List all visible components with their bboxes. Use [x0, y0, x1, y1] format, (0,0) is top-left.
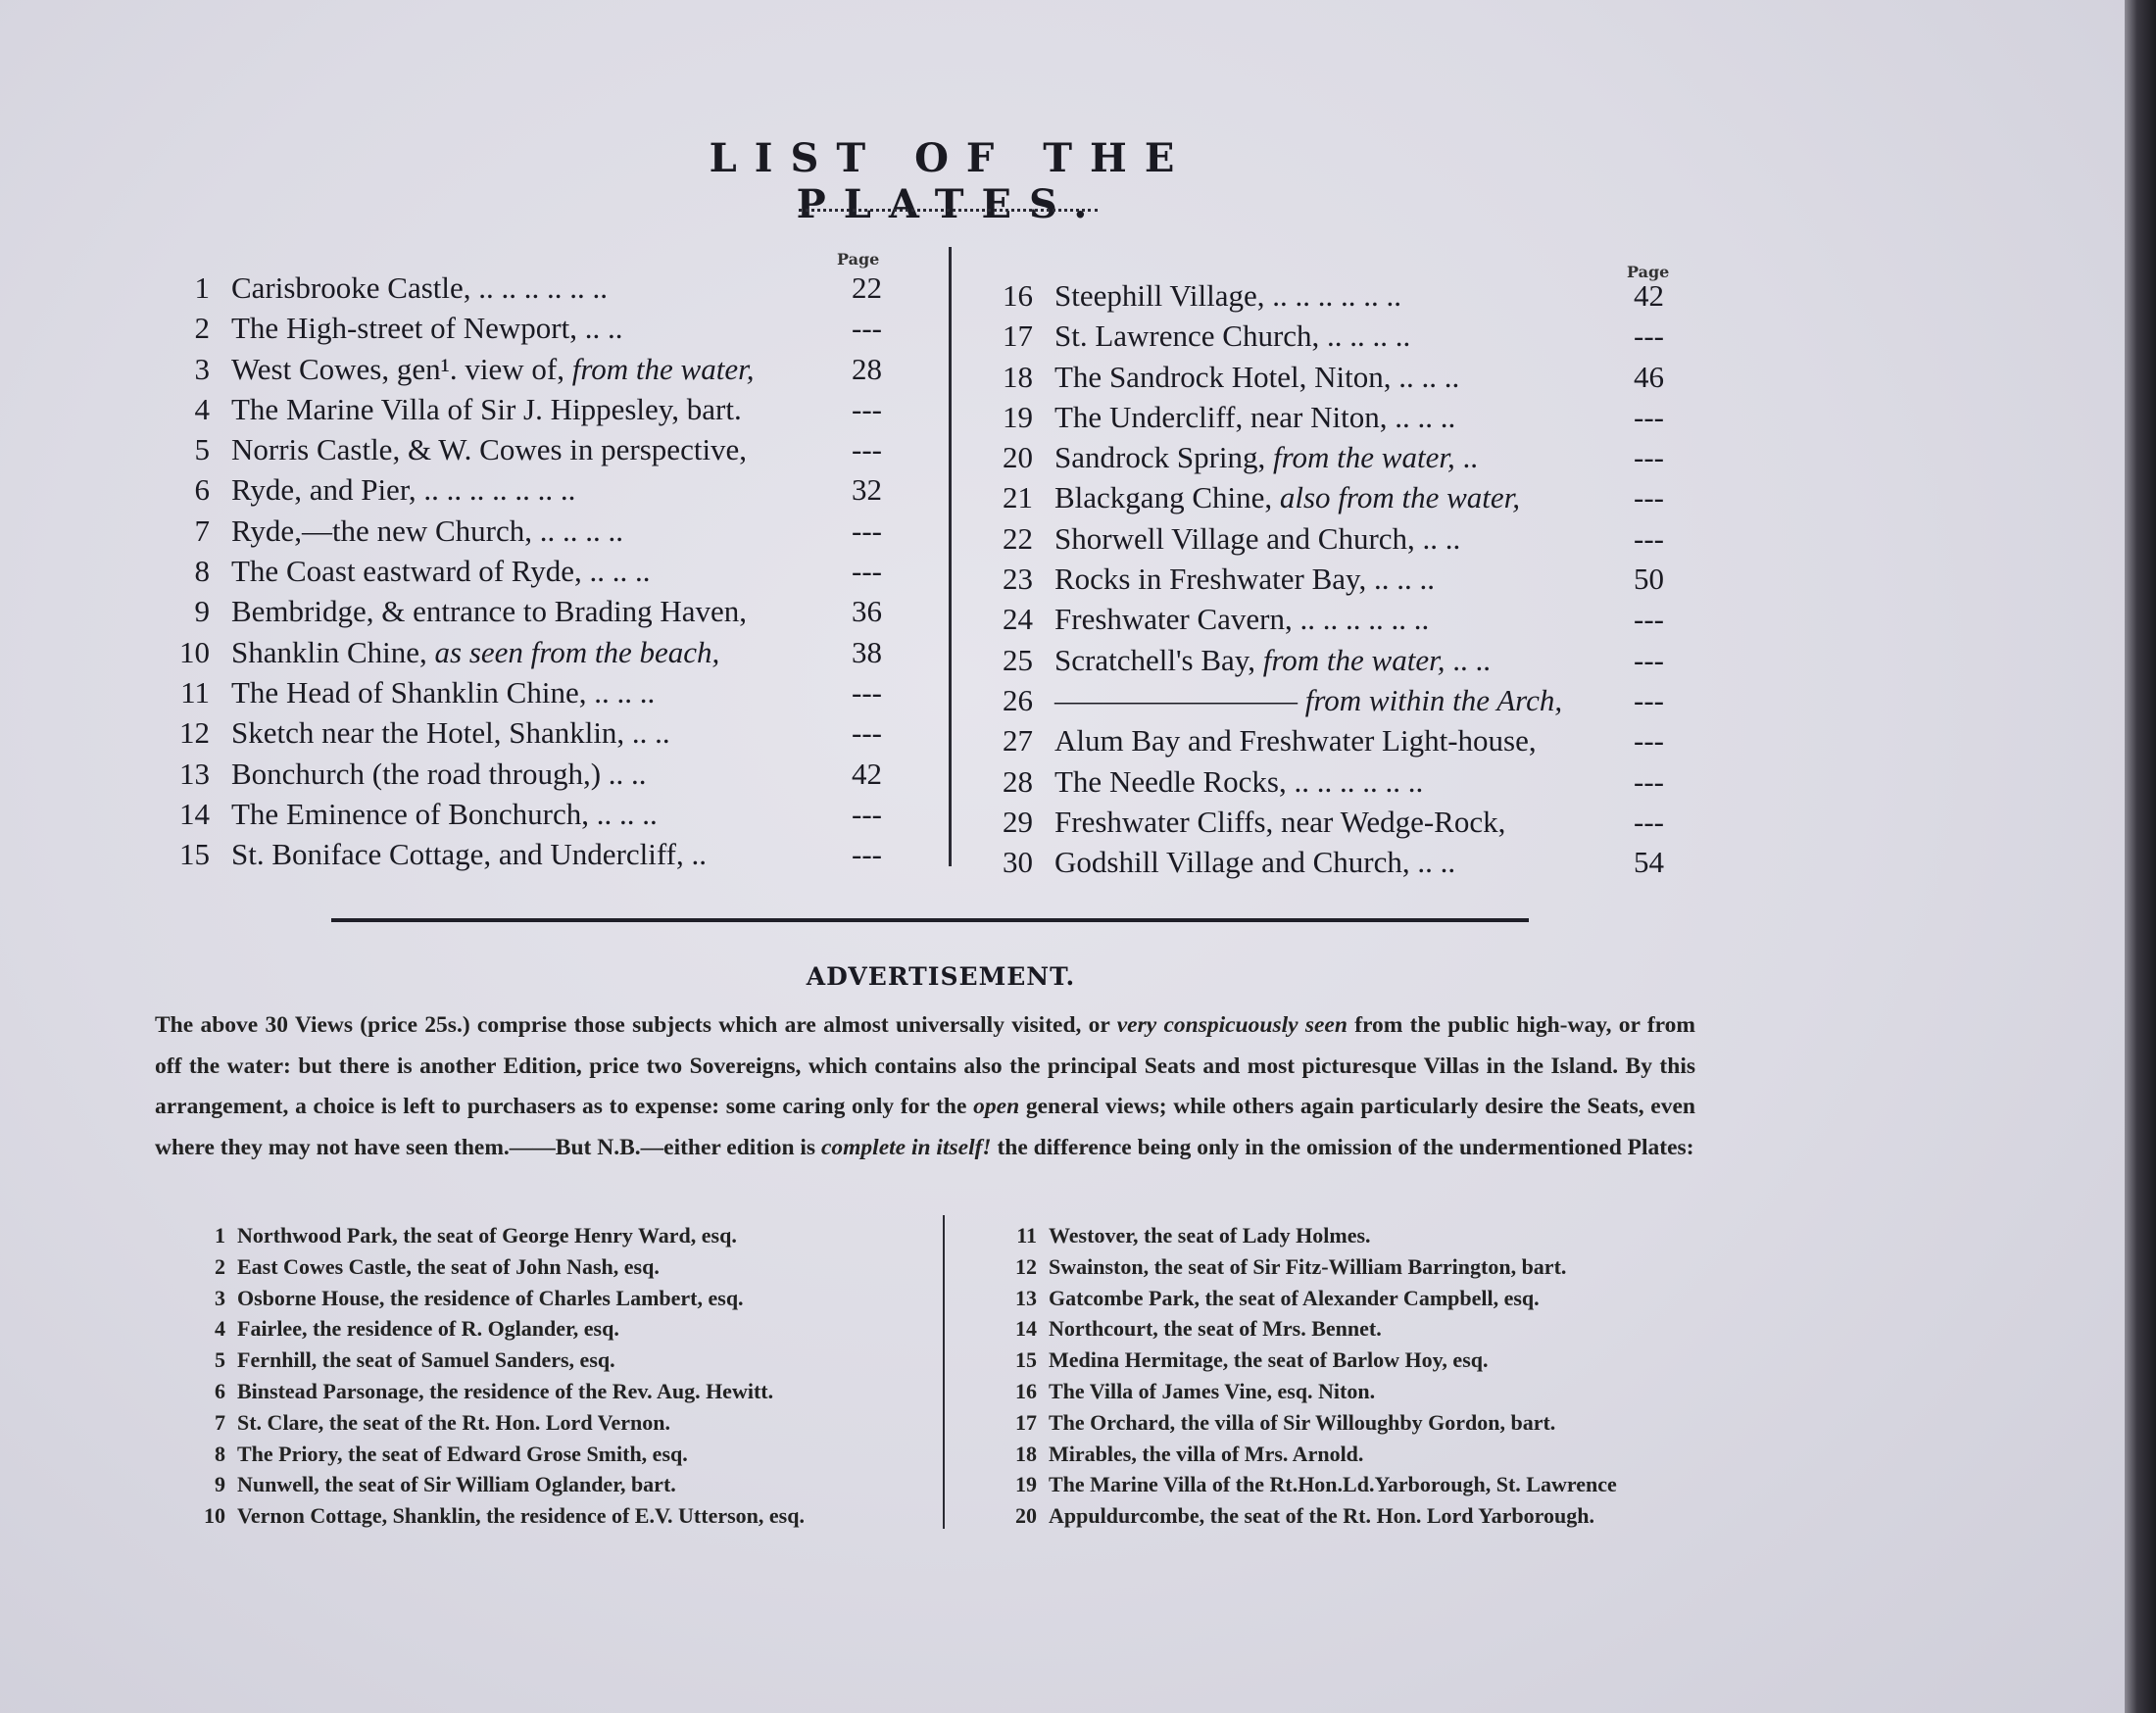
plate-page-number: 50	[1634, 562, 1664, 597]
plate-entry	[988, 275, 1664, 316]
omitted-plate-title: Medina Hermitage, the seat of Barlow Hoy, esq.	[1049, 1347, 1489, 1373]
plate-page-number: 22	[852, 270, 882, 305]
plate-title	[1054, 599, 1429, 639]
omitted-plate-title: Northcourt, the seat of Mrs. Bennet.	[1049, 1316, 1382, 1342]
omitted-plate-entry	[984, 1283, 1729, 1314]
plate-number: 29	[1003, 804, 1033, 839]
plate-title-text: Norris Castle, & W. Cowes in perspective,	[231, 432, 748, 467]
plate-title	[1054, 802, 1505, 842]
plate-title	[1054, 316, 1410, 356]
plate-title-text: Freshwater Cavern, .. .. .. .. .. ..	[1054, 602, 1430, 637]
omitted-plate-title: Northwood Park, the seat of George Henry Ward, esq.	[237, 1223, 737, 1248]
plate-number: 3	[194, 351, 210, 386]
page-title: LIST OF THE PLATES.	[709, 135, 1193, 227]
omitted-plate-entry	[984, 1500, 1729, 1532]
plate-entry	[988, 316, 1664, 356]
ad-text-part-4: the difference being only in the omission of the undermentioned Plates:	[991, 1134, 1694, 1160]
plate-number: 27	[1003, 723, 1033, 759]
omitted-plate-title: East Cowes Castle, the seat of John Nash, esq.	[237, 1253, 660, 1279]
omitted-plate-entry	[172, 1500, 927, 1532]
plate-title-text: The Coast eastward of Ryde, .. .. ..	[231, 554, 651, 589]
omitted-plate-entry	[984, 1220, 1729, 1251]
plate-title-text: The High-street of Newport, .. ..	[231, 311, 623, 346]
omitted-plate-entry	[984, 1469, 1729, 1500]
plate-page-number: ---	[852, 432, 882, 467]
plate-title	[1054, 275, 1401, 316]
plates-list-left	[165, 268, 882, 874]
plate-title-italic: as seen from the beach,	[434, 634, 720, 669]
plate-title-text: Ryde, and Pier, .. .. .. .. .. .. ..	[231, 472, 576, 508]
plate-page-number: ---	[852, 311, 882, 346]
omitted-column-divider	[943, 1215, 945, 1529]
plate-title-text: St. Boniface Cottage, and Undercliff, ..	[231, 837, 707, 872]
plate-entry	[165, 349, 882, 389]
plate-entry	[165, 794, 882, 834]
plate-title-text: The Head of Shanklin Chine, .. .. ..	[231, 674, 656, 710]
section-divider-rule	[331, 918, 1529, 922]
plate-entry	[988, 397, 1664, 437]
omitted-plate-title: Appuldurcombe, the seat of the Rt. Hon. Lord Yarborough.	[1049, 1503, 1594, 1529]
plate-entry	[988, 802, 1664, 842]
plate-title	[231, 834, 707, 874]
omitted-plate-number: 3	[215, 1285, 225, 1310]
plate-title-italic: from the water,	[1262, 642, 1446, 677]
plate-page-number: ---	[1634, 763, 1664, 799]
column-divider	[949, 247, 952, 866]
plate-number: 7	[194, 513, 210, 548]
plate-entry	[988, 357, 1664, 397]
omitted-plate-number: 19	[1015, 1472, 1037, 1497]
omitted-plate-title: Fairlee, the residence of R. Oglander, esq.	[237, 1316, 619, 1342]
plate-title	[231, 591, 747, 631]
omitted-plate-entry	[172, 1407, 927, 1439]
plate-title-text: Rocks in Freshwater Bay, .. .. ..	[1054, 562, 1436, 597]
plate-page-number: 36	[852, 594, 882, 629]
plate-title-text: Carisbrooke Castle, .. .. .. .. .. ..	[231, 270, 609, 305]
plate-title	[1054, 518, 1460, 559]
plate-title-text: West Cowes, gen¹. view of,	[231, 351, 572, 386]
plate-title	[1054, 720, 1537, 760]
plate-entry	[165, 429, 882, 469]
plate-title-text: Bonchurch (the road through,) .. ..	[231, 756, 647, 791]
plate-title	[231, 308, 622, 348]
plate-title-text: The Undercliff, near Niton, .. .. ..	[1054, 399, 1456, 434]
plate-entry	[988, 640, 1664, 680]
plate-page-number: 54	[1634, 845, 1664, 880]
plate-title	[231, 349, 754, 389]
plate-page-number: 28	[852, 351, 882, 386]
omitted-plate-title: Binstead Parsonage, the residence of the Rev. Aug. Hewitt.	[237, 1378, 774, 1403]
plate-entry	[165, 591, 882, 631]
plate-title	[1054, 559, 1435, 599]
omitted-plate-number: 8	[215, 1441, 225, 1466]
plate-page-number: ---	[1634, 642, 1664, 677]
plate-entry	[988, 437, 1664, 477]
plate-page-number: 42	[1634, 278, 1664, 313]
plate-entry	[165, 551, 882, 591]
plate-title	[231, 794, 658, 834]
title-ornament-rule	[799, 209, 1098, 212]
plate-number: 28	[1003, 763, 1033, 799]
plate-entry	[165, 268, 882, 308]
plate-number: 4	[194, 391, 210, 426]
plate-title-italic: also from the water,	[1279, 480, 1521, 515]
plate-number: 14	[179, 796, 210, 831]
plate-number: 6	[194, 472, 210, 508]
plate-title-text: Sandrock Spring,	[1054, 440, 1274, 475]
omitted-plate-number: 11	[1016, 1223, 1037, 1248]
plate-entry	[988, 842, 1664, 882]
omitted-plate-number: 2	[215, 1253, 225, 1279]
plate-page-number: ---	[852, 715, 882, 751]
plate-title	[1054, 842, 1455, 882]
plate-page-number: 46	[1634, 359, 1664, 394]
plate-entry	[165, 511, 882, 551]
omitted-plate-title: St. Clare, the seat of the Rt. Hon. Lord Vernon.	[237, 1409, 671, 1435]
plate-entry	[165, 389, 882, 429]
plate-number: 23	[1003, 562, 1033, 597]
omitted-plate-title: Mirables, the villa of Mrs. Arnold.	[1049, 1441, 1364, 1466]
omitted-plate-number: 5	[215, 1347, 225, 1373]
plate-number: 16	[1003, 278, 1033, 313]
omitted-plate-entry	[984, 1345, 1729, 1376]
omitted-plate-title: The Marine Villa of the Rt.Hon.Ld.Yarborough, St. Lawrence	[1049, 1472, 1617, 1497]
plate-title-text: The Needle Rocks, .. .. .. .. .. ..	[1054, 763, 1424, 799]
plate-entry	[165, 632, 882, 672]
omitted-plate-entry	[172, 1376, 927, 1407]
plate-page-number: ---	[852, 554, 882, 589]
plate-entry	[165, 834, 882, 874]
omitted-plate-title: Osborne House, the residence of Charles Lambert, esq.	[237, 1285, 744, 1310]
plate-title	[1054, 680, 1562, 720]
plate-title-text: Freshwater Cliffs, near Wedge-Rock,	[1054, 804, 1506, 839]
omitted-plate-number: 1	[215, 1223, 225, 1248]
omitted-plate-entry	[984, 1407, 1729, 1439]
plate-title	[231, 511, 623, 551]
omitted-plate-entry	[172, 1345, 927, 1376]
plate-title	[1054, 357, 1459, 397]
omitted-plate-number: 13	[1015, 1285, 1037, 1310]
plate-entry	[165, 754, 882, 794]
omitted-plate-title: Westover, the seat of Lady Holmes.	[1049, 1223, 1371, 1248]
omitted-plate-title: The Villa of James Vine, esq. Niton.	[1049, 1378, 1376, 1403]
plate-entry	[988, 680, 1664, 720]
plate-title-text: Steephill Village, .. .. .. .. .. ..	[1054, 278, 1402, 313]
book-page-edge	[2125, 0, 2156, 1713]
plate-page-number: ---	[1634, 399, 1664, 434]
plate-title-text: St. Lawrence Church, .. .. .. ..	[1054, 318, 1411, 354]
omitted-plates-list-left	[172, 1220, 927, 1532]
plate-number: 9	[194, 594, 210, 629]
plate-title-text: Scratchell's Bay,	[1054, 642, 1263, 677]
plate-page-number: ---	[1634, 723, 1664, 759]
omitted-plate-number: 15	[1015, 1347, 1037, 1373]
plate-title-text: The Marine Villa of Sir J. Hippesley, bart.	[231, 391, 742, 426]
plate-number: 21	[1003, 480, 1033, 515]
omitted-plate-entry	[984, 1376, 1729, 1407]
omitted-plate-title: Fernhill, the seat of Samuel Sanders, esq.	[237, 1347, 615, 1373]
omitted-plates-list-right	[984, 1220, 1729, 1532]
plate-entry	[988, 559, 1664, 599]
plate-number: 26	[1003, 682, 1033, 717]
plate-number: 11	[180, 674, 210, 710]
plate-title	[231, 712, 670, 753]
plates-list-right	[988, 275, 1664, 882]
plate-number: 1	[194, 270, 210, 305]
omitted-plate-number: 6	[215, 1378, 225, 1403]
advertisement-heading: ADVERTISEMENT.	[806, 962, 1076, 991]
plate-title	[1054, 477, 1520, 517]
omitted-plate-title: Gatcombe Park, the seat of Alexander Campbell, esq.	[1049, 1285, 1540, 1310]
plate-number: 22	[1003, 520, 1033, 556]
ad-text-italic-2: open	[973, 1094, 1020, 1119]
plate-page-number: ---	[1634, 682, 1664, 717]
plate-page-number: ---	[852, 837, 882, 872]
plate-number: 17	[1003, 318, 1033, 354]
plate-title-text: Godshill Village and Church, .. ..	[1054, 845, 1456, 880]
plate-title-suffix: ..	[1454, 440, 1478, 475]
omitted-plate-title: Nunwell, the seat of Sir William Oglander, bart.	[237, 1472, 676, 1497]
omitted-plate-entry	[172, 1220, 927, 1251]
omitted-plate-title: Swainston, the seat of Sir Fitz-William Barrington, bart.	[1049, 1253, 1567, 1279]
plate-number: 30	[1003, 845, 1033, 880]
omitted-plate-number: 12	[1015, 1253, 1037, 1279]
plate-number: 8	[194, 554, 210, 589]
plate-number: 24	[1003, 602, 1033, 637]
advertisement-paragraph	[155, 1005, 1695, 1168]
plate-number: 15	[179, 837, 210, 872]
omitted-plate-entry	[172, 1439, 927, 1470]
page-column-heading-left: Page	[837, 250, 880, 269]
omitted-plate-number: 10	[204, 1503, 225, 1529]
plate-title	[231, 469, 575, 510]
ad-text-part-2: from the public high-way, or from off the water: but there is another Edition, price two Sovereigns, which contains also the principal Seats and most picturesque Villas in the Island. By this arrangement, a choice is left to purchasers as to expense: some caring only for the	[155, 1012, 1696, 1119]
plate-title-text: The Eminence of Bonchurch, .. .. ..	[231, 796, 658, 831]
omitted-plate-number: 16	[1015, 1378, 1037, 1403]
ad-text-part-3: general views; while others again particularly desire the Seats, even where they may not have seen them.——But N.B.—either edition is	[155, 1094, 1695, 1160]
plate-title-italic: from the water,	[571, 351, 755, 386]
plate-page-number: 42	[852, 756, 882, 791]
plate-title-text: Ryde,—the new Church, .. .. .. ..	[231, 513, 623, 548]
plate-entry	[988, 599, 1664, 639]
plate-title-italic: from within the Arch,	[1304, 682, 1563, 717]
plate-number: 12	[179, 715, 210, 751]
plate-title-text: The Sandrock Hotel, Niton, .. .. ..	[1054, 359, 1460, 394]
omitted-plate-entry	[172, 1313, 927, 1345]
omitted-plate-title: The Orchard, the villa of Sir Willoughby Gordon, bart.	[1049, 1409, 1556, 1435]
omitted-plate-number: 7	[215, 1409, 225, 1435]
plate-title	[231, 632, 719, 672]
ad-text-part-1: The above 30 Views (price 25s.) comprise those subjects which are almost universally visited, or	[155, 1012, 1117, 1038]
plate-page-number: ---	[1634, 318, 1664, 354]
omitted-plate-entry	[984, 1313, 1729, 1345]
omitted-plate-title: Vernon Cottage, Shanklin, the residence of E.V. Utterson, esq.	[237, 1503, 805, 1529]
plate-page-number: ---	[1634, 602, 1664, 637]
ad-text-italic-3: complete in itself!	[820, 1134, 992, 1160]
omitted-plate-entry	[172, 1469, 927, 1500]
plate-title-text: Blackgang Chine,	[1054, 480, 1280, 515]
plate-number: 19	[1003, 399, 1033, 434]
omitted-plate-number: 9	[215, 1472, 225, 1497]
omitted-plate-number: 20	[1015, 1503, 1037, 1529]
plate-entry	[988, 761, 1664, 802]
plate-title	[231, 389, 742, 429]
plate-page-number: 38	[852, 634, 882, 669]
plate-number: 5	[194, 432, 210, 467]
plate-entry	[165, 672, 882, 712]
plate-title	[231, 429, 747, 469]
plate-title-text: Shorwell Village and Church, .. ..	[1054, 520, 1461, 556]
plate-page-number: ---	[1634, 520, 1664, 556]
plate-title	[1054, 640, 1491, 680]
plate-title-text: Sketch near the Hotel, Shanklin, .. ..	[231, 715, 670, 751]
ad-text-italic-1: very conspicuously seen	[1116, 1012, 1348, 1038]
plate-page-number: ---	[852, 796, 882, 831]
plate-page-number: ---	[852, 513, 882, 548]
plate-number: 2	[194, 311, 210, 346]
plate-entry	[165, 308, 882, 348]
plate-title	[231, 268, 608, 308]
plate-entry	[165, 712, 882, 753]
plate-title-italic: from the water,	[1273, 440, 1455, 475]
omitted-plate-entry	[984, 1439, 1729, 1470]
plate-entry	[988, 720, 1664, 760]
omitted-plate-entry	[984, 1251, 1729, 1283]
plate-page-number: ---	[852, 391, 882, 426]
plate-page-number: 32	[852, 472, 882, 508]
plate-page-number: ---	[852, 674, 882, 710]
plate-entry	[988, 477, 1664, 517]
plate-title	[231, 754, 647, 794]
plate-entry	[165, 469, 882, 510]
plate-title	[1054, 437, 1478, 477]
plate-title	[231, 551, 651, 591]
plate-number: 10	[179, 634, 210, 669]
page-column-heading-right: Page	[1627, 263, 1670, 281]
plate-title	[1054, 761, 1423, 802]
plate-entry	[988, 518, 1664, 559]
plate-number: 25	[1003, 642, 1033, 677]
plate-number: 18	[1003, 359, 1033, 394]
omitted-plate-number: 17	[1015, 1409, 1037, 1435]
plate-title-text: Shanklin Chine,	[231, 634, 435, 669]
omitted-plate-number: 14	[1015, 1316, 1037, 1342]
omitted-plate-title: The Priory, the seat of Edward Grose Smith, esq.	[237, 1441, 688, 1466]
plate-number: 13	[179, 756, 210, 791]
plate-page-number: ---	[1634, 804, 1664, 839]
omitted-plate-entry	[172, 1251, 927, 1283]
plate-title-text: Alum Bay and Freshwater Light-house,	[1054, 723, 1537, 759]
omitted-plate-entry	[172, 1283, 927, 1314]
plate-title-text: ————————	[1054, 682, 1305, 717]
plate-title-suffix: .. ..	[1445, 642, 1491, 677]
plate-title	[231, 672, 655, 712]
omitted-plate-number: 18	[1015, 1441, 1037, 1466]
plate-number: 20	[1003, 440, 1033, 475]
plate-title	[1054, 397, 1455, 437]
plate-title-text: Bembridge, & entrance to Brading Haven,	[231, 594, 747, 629]
omitted-plate-number: 4	[215, 1316, 225, 1342]
plate-page-number: ---	[1634, 480, 1664, 515]
plate-page-number: ---	[1634, 440, 1664, 475]
